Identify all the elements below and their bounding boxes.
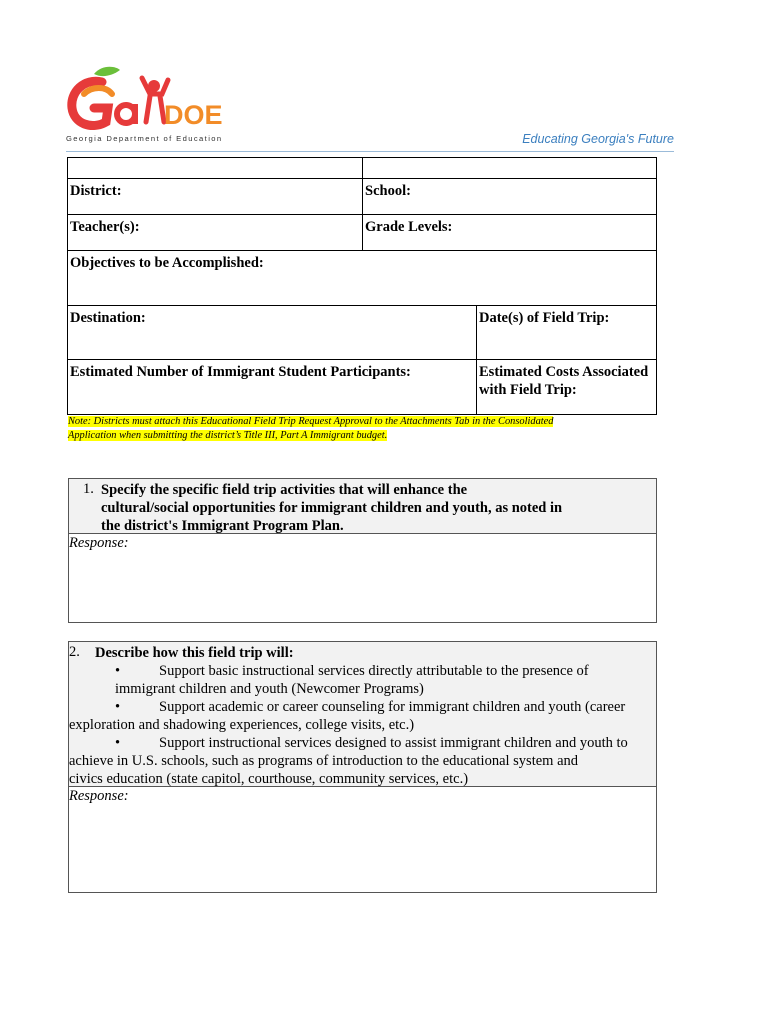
note-line-1: Note: Districts must attach this Educational Field Trip Request Approval to the Attachments Tab in the Consolidated xyxy=(68,416,554,427)
costs-label: Estimated Costs Associated with Field Trip: xyxy=(479,364,649,398)
question-1-response-field[interactable] xyxy=(71,555,653,619)
question-1-response-label: Response: xyxy=(69,535,129,551)
question-1-header xyxy=(69,479,656,534)
question-2-box xyxy=(68,641,657,893)
question-2-response-field[interactable] xyxy=(71,808,653,888)
logo-org-name: Georgia Department of Education xyxy=(66,134,223,143)
question-2-response-label: Response: xyxy=(69,788,129,804)
participants-label: Estimated Number of Immigrant Student Participants: xyxy=(70,364,411,380)
destination-label: Destination: xyxy=(70,310,146,326)
note-line-2: Application when submitting the district’s Title III, Part A Immigrant budget. xyxy=(68,430,388,441)
question-1-number: 1. xyxy=(83,481,94,497)
district-label: District: xyxy=(70,183,122,199)
question-2-bullet-2: • Support academic or career counseling for immigrant children and youth (career exploration and shadowing experiences, college visits, etc.) xyxy=(69,699,626,733)
tagline: Educating Georgia's Future xyxy=(522,132,674,146)
gadoe-logo-icon xyxy=(66,64,226,136)
bullet-icon: • xyxy=(115,663,121,679)
submission-note xyxy=(68,415,628,443)
question-2-number: 2. xyxy=(69,644,80,660)
objectives-label: Objectives to be Accomplished: xyxy=(70,255,264,271)
svg-text:DOE: DOE xyxy=(164,100,223,130)
school-label: School: xyxy=(365,183,411,199)
bullet-icon: • xyxy=(115,699,121,715)
question-2-bullet-3: • Support instructional services designed to assist immigrant children and youth to achieve in U.S. schools, such as programs of introduction to the educational system and civics education (state capitol, courthouse, community services, etc.) xyxy=(69,735,628,787)
question-2-header xyxy=(69,642,656,787)
question-1-box xyxy=(68,478,657,623)
bullet-icon: • xyxy=(115,735,121,751)
question-2-bullet-1: • Support basic instructional services directly attributable to the presence of immigrant children and youth (Newcomer Programs) xyxy=(115,663,589,697)
question-1-text: Specify the specific field trip activities that will enhance the cultural/social opportunities for immigrant children and youth, as noted in the district's Immigrant Program Plan. xyxy=(101,482,563,534)
question-2-title: Describe how this field trip will: xyxy=(95,645,294,661)
trip-dates-label: Date(s) of Field Trip: xyxy=(479,310,610,326)
field-trip-info-table xyxy=(67,157,657,415)
header-rule xyxy=(66,151,674,152)
teacher-label: Teacher(s): xyxy=(70,219,140,235)
grade-levels-label: Grade Levels: xyxy=(365,219,453,235)
